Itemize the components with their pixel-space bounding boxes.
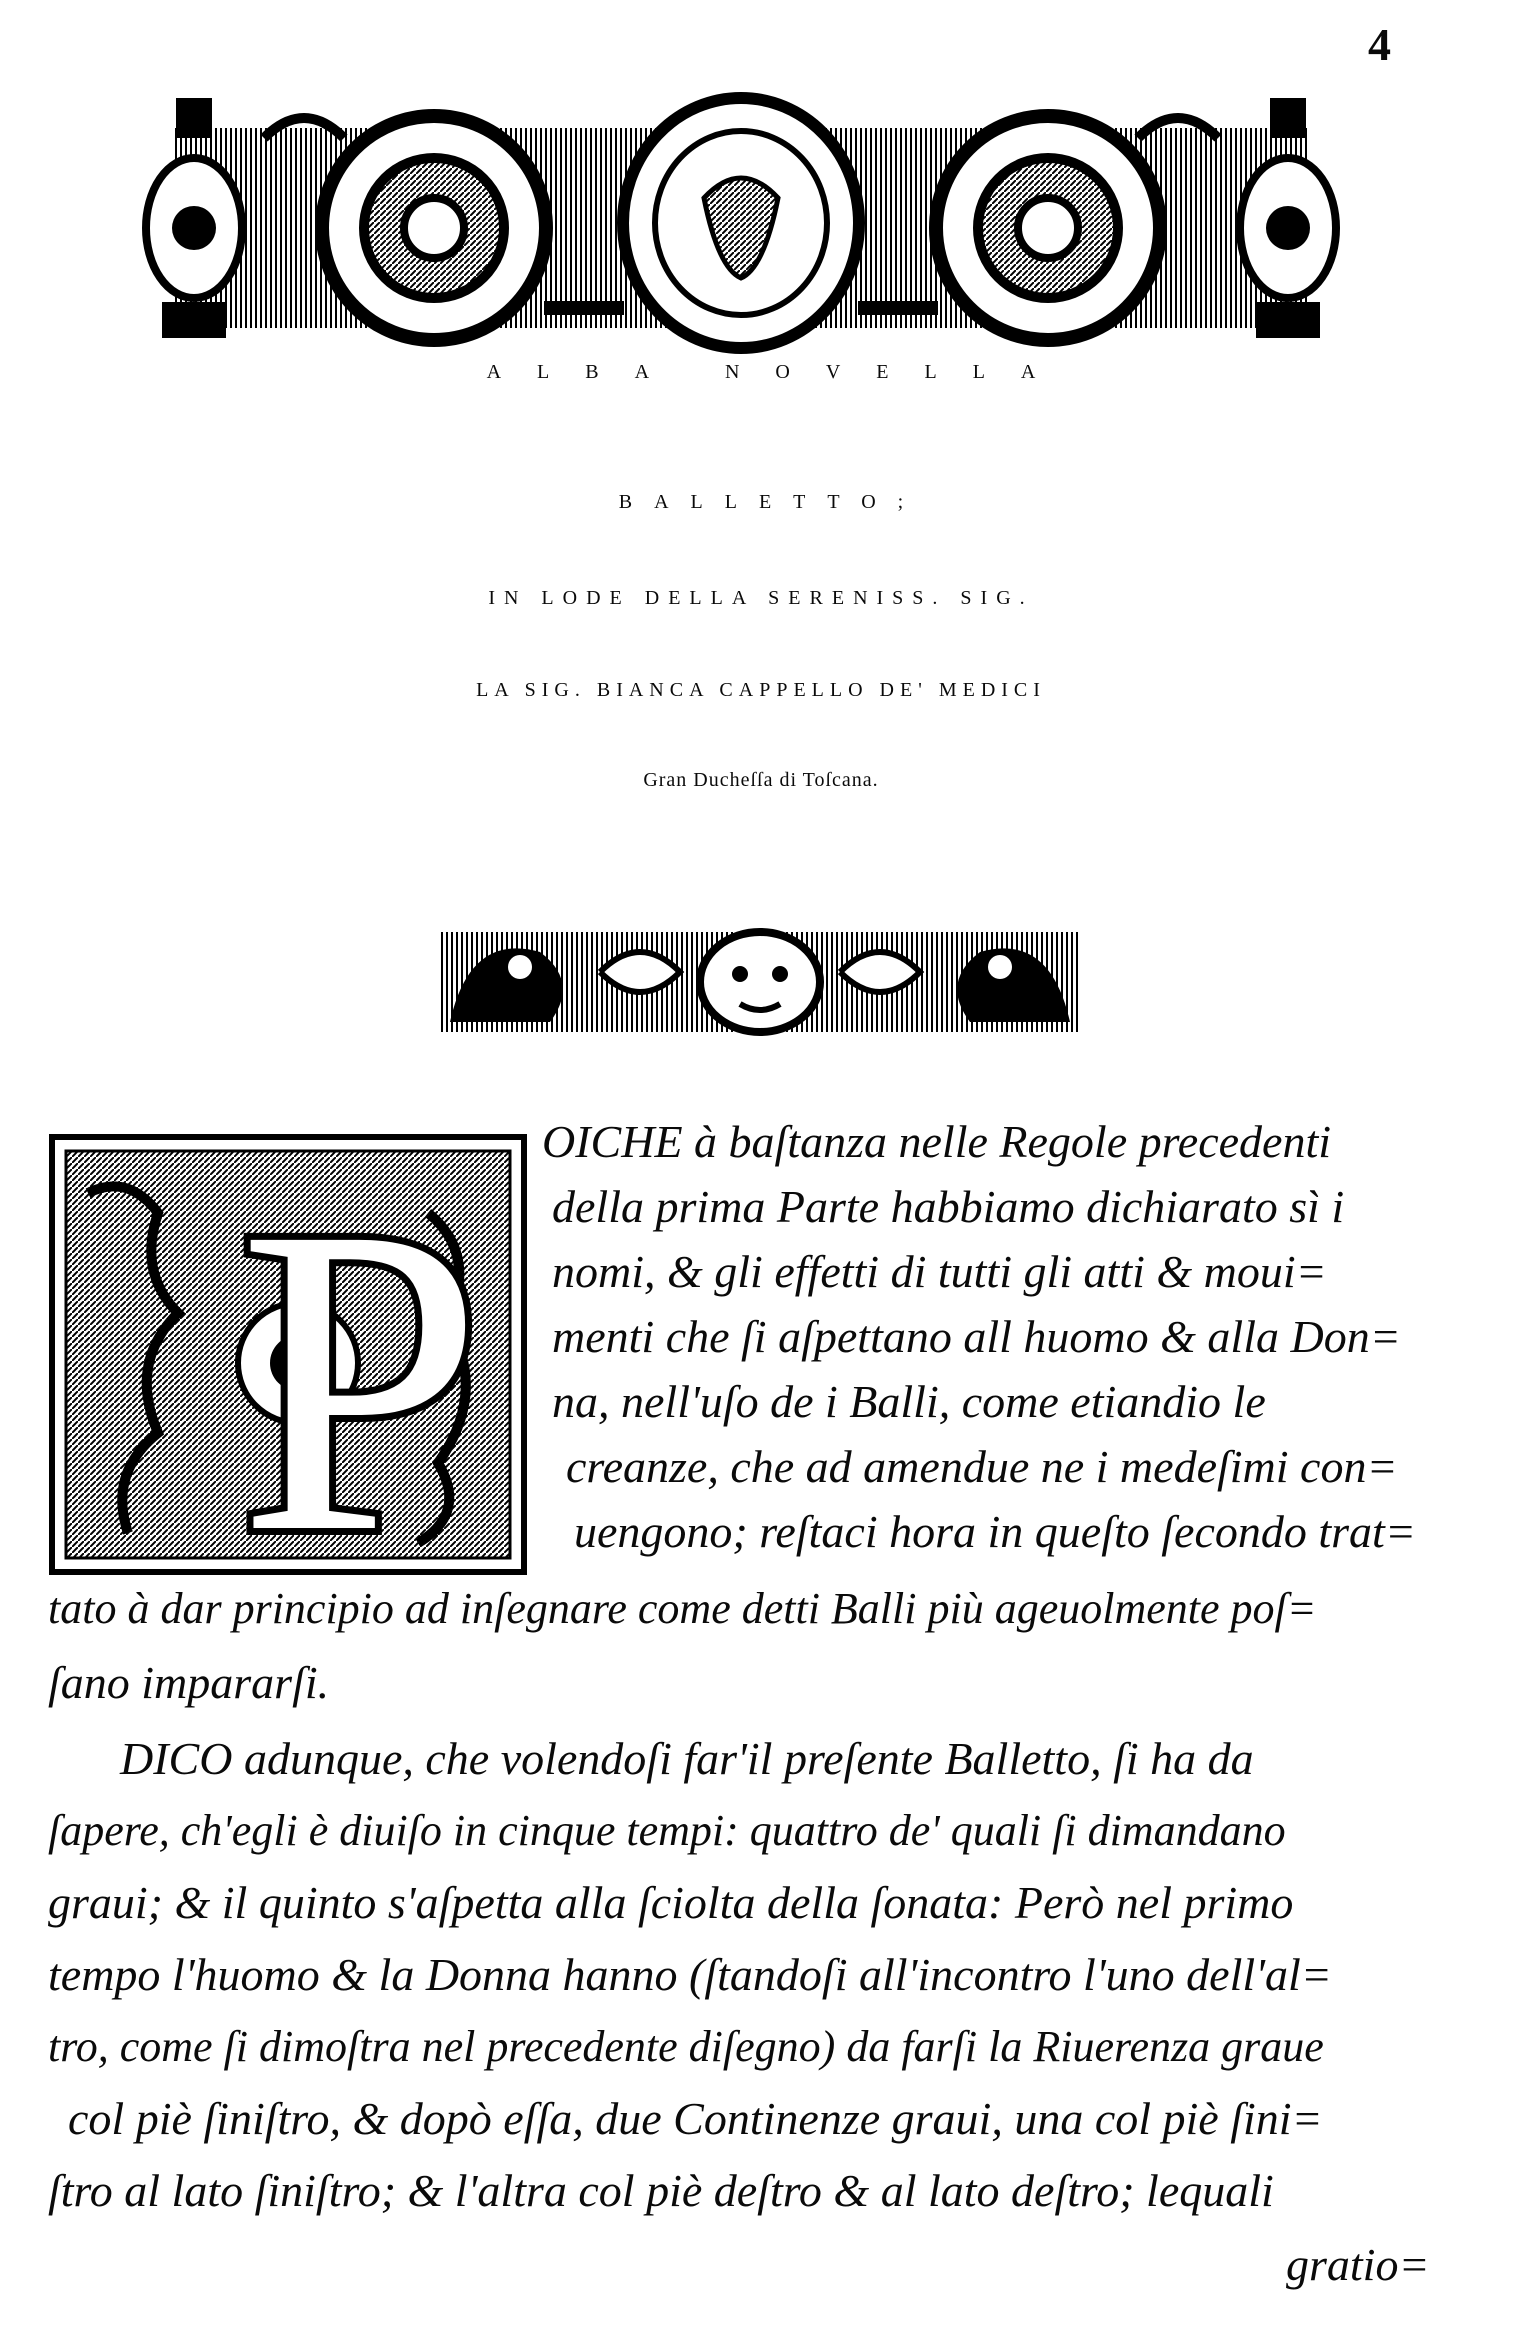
body-line-16: ſtro al lato ſiniſtro; & l'altra col piè deſtro & al lato deſtro; lequali (48, 2165, 1274, 2216)
body-line-5: na, nell'uſo de i Balli, come etiandio le (552, 1376, 1266, 1427)
body-line-2: della prima Parte habbiamo dichiarato sì i (552, 1181, 1345, 1232)
title-line-2: BALLETTO; (618, 491, 926, 513)
initial-letter: P (238, 1137, 483, 1576)
title-line-5: Gran Ducheſſa di Toſcana. (643, 769, 879, 791)
body-line-3: nomi, & gli effetti di tutti gli atti & moui= (552, 1246, 1327, 1297)
catchword: gratio= (1286, 2239, 1430, 2290)
body-line-8: tato à dar principio ad inſegnare come detti Balli più ageuolmente poſ= (48, 1584, 1317, 1633)
title-line-4: LA SIG. BIANCA CAPPELLO DE' MEDICI (476, 679, 1046, 701)
title-line-1: ALBA NOVELLA (486, 361, 1072, 383)
body-line-10: DICO adunque, che volendoſi far'il preſente Balletto, ſi ha da (120, 1733, 1254, 1784)
body-line-12: graui; & il quinto s'aſpetta alla ſciolta della ſonata: Però nel primo (48, 1877, 1294, 1928)
body-line-9: ſano impararſi. (48, 1657, 330, 1708)
body-line-7: uengono; reſtaci hora in queſto ſecondo trat= (574, 1506, 1416, 1557)
body-line-6: creanze, che ad amendue ne i medeſimi con= (566, 1441, 1398, 1492)
body-line-11: ſapere, ch'egli è diuiſo in cinque tempi: quattro de' quali ſi dimandano (48, 1806, 1286, 1855)
body-line-14: tro, come ſi dimoſtra nel precedente diſegno) da farſi la Riuerenza graue (48, 2022, 1324, 2071)
body-line-1: OICHE à baſtanza nelle Regole precedenti (542, 1116, 1332, 1167)
title-line-3: IN LODE DELLA SERENISS. SIG. (488, 587, 1034, 609)
body-line-15: col piè ſiniſtro, & dopò eſſa, due Continenze graui, una col piè ſini= (68, 2093, 1323, 2144)
page-number: 4 (1368, 19, 1391, 70)
body-line-4: menti che ſi aſpettano all huomo & alla Don= (552, 1311, 1401, 1362)
body-line-13: tempo l'huomo & la Donna hanno (ſtandoſi all'incontro l'uno dell'al= (48, 1949, 1332, 2000)
